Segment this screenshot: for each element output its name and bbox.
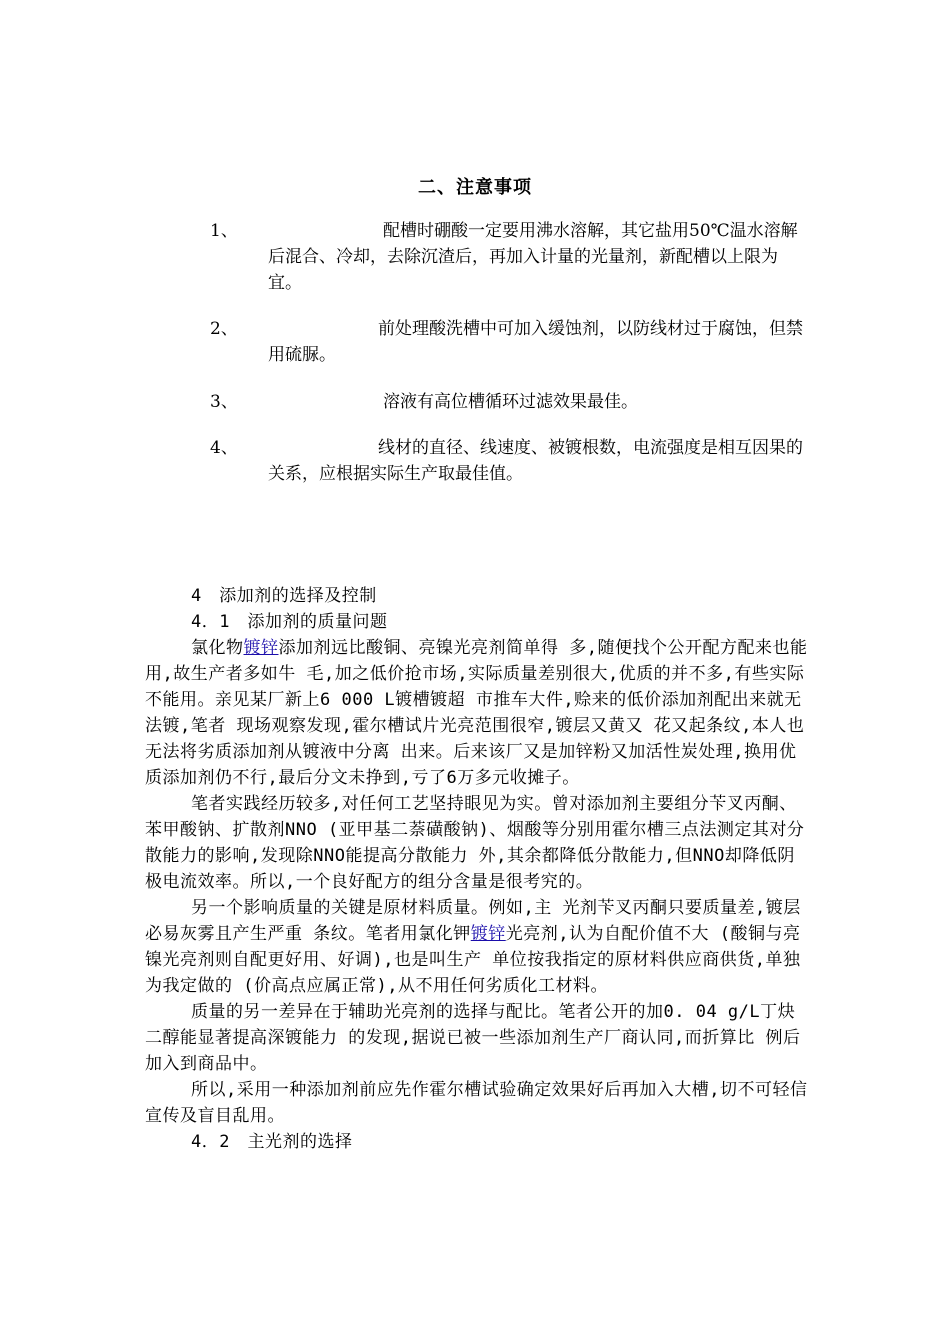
note-text: 配槽时硼酸一定要用沸水溶解，其它盐用50℃温水溶解后混合、冷却，去除沉渣后，再加入计量的光量剂，新配槽以上限为宜。 [268, 221, 798, 293]
paragraph-1 [145, 635, 810, 791]
note-number: 4、 [210, 438, 238, 458]
article-body [145, 583, 810, 1155]
note-item-4 [210, 435, 810, 487]
paragraph-3-start: 另一个影响质量的关键是原材料质量。例如,主 光剂苄叉丙酮只要质量差,镀层必易灰雾且产生严重 条纹。笔者用氯化钾 [145, 898, 801, 944]
heading-4-2: 4．2 主光剂的选择 [191, 1132, 353, 1152]
paragraph-3-rest: 光亮剂,认为自配价值不大 (酸铜与亮镍光亮剂则自配更好用、好调),也是叫生产 单位按我指定的原材料供应商供货,单独为我定做的 (价高点应属正常),从不用任何劣质化工材料。 [145, 924, 801, 996]
section-title: 二、注意事项 [418, 177, 532, 198]
paragraph-3 [145, 895, 810, 999]
note-item-2 [210, 316, 810, 368]
note-text: 线材的直径、线速度、被镀根数，电流强度是相互因果的关系，应根据实际生产取最佳值。 [268, 438, 803, 484]
heading-4: 4 添加剂的选择及控制 [191, 586, 377, 606]
paragraph-1-start: 氯化物 [191, 638, 244, 658]
note-item-3 [210, 389, 810, 415]
note-number: 1、 [210, 221, 238, 241]
heading-4-1: 4．1 添加剂的质量问题 [191, 612, 388, 632]
note-item-1 [210, 218, 810, 296]
note-number: 2、 [210, 319, 238, 339]
paragraph-1-rest: 添加剂远比酸铜、亮镍光亮剂简单得 多,随便找个公开配方配来也能用,故生产者多如牛 毛,加之低价抢市场,实际质量差别很大,优质的并不多,有些实际不能用。亲见某厂新上6 000 L镀槽镀超 市推车大件,赊来的低价添加剂配出来就无法镀,笔者 现场观察发现,霍尔槽试片光亮范围很窄,镀层又黄又 花又起条纹,本人也无法将劣质添加剂从镀液中分离 出来。后来该厂又是加锌粉又加活性炭处理,换用优质添加剂仍不行,最后分文未挣到,亏了6万多元收摊子。 [145, 638, 808, 788]
note-text: 前处理酸洗槽中可加入缓蚀剂，以防线材过于腐蚀，但禁用硫脲。 [268, 319, 803, 365]
paragraph-4: 质量的另一差异在于辅助光亮剂的选择与配比。笔者公开的加0. 04 g/L丁炔二醇能显著提高深镀能力 的发现,据说已被一些添加剂生产厂商认同,而折算比 例后加入到商品中。 [145, 1002, 801, 1074]
zinc-plating-link[interactable]: 镀锌 [470, 924, 506, 944]
note-text: 溶液有高位槽循环过滤效果最佳。 [383, 392, 638, 412]
paragraph-5: 所以,采用一种添加剂前应先作霍尔槽试验确定效果好后再加入大槽,切不可轻信宣传及盲目乱用。 [145, 1080, 808, 1126]
zinc-plating-link[interactable]: 镀锌 [243, 638, 279, 658]
paragraph-2: 笔者实践经历较多,对任何工艺坚持眼见为实。曾对添加剂主要组分苄叉丙酮、苯甲酸钠、扩散剂NNO (亚甲基二萘磺酸钠)、烟酸等分别用霍尔槽三点法测定其对分散能力的影响,发现除NNO能提高分散能力 外,其余都降低分散能力,但NNO却降低阴极电流效率。所以,一个良好配方的组分含量是很考究的。 [145, 794, 805, 892]
note-number: 3、 [210, 392, 238, 412]
